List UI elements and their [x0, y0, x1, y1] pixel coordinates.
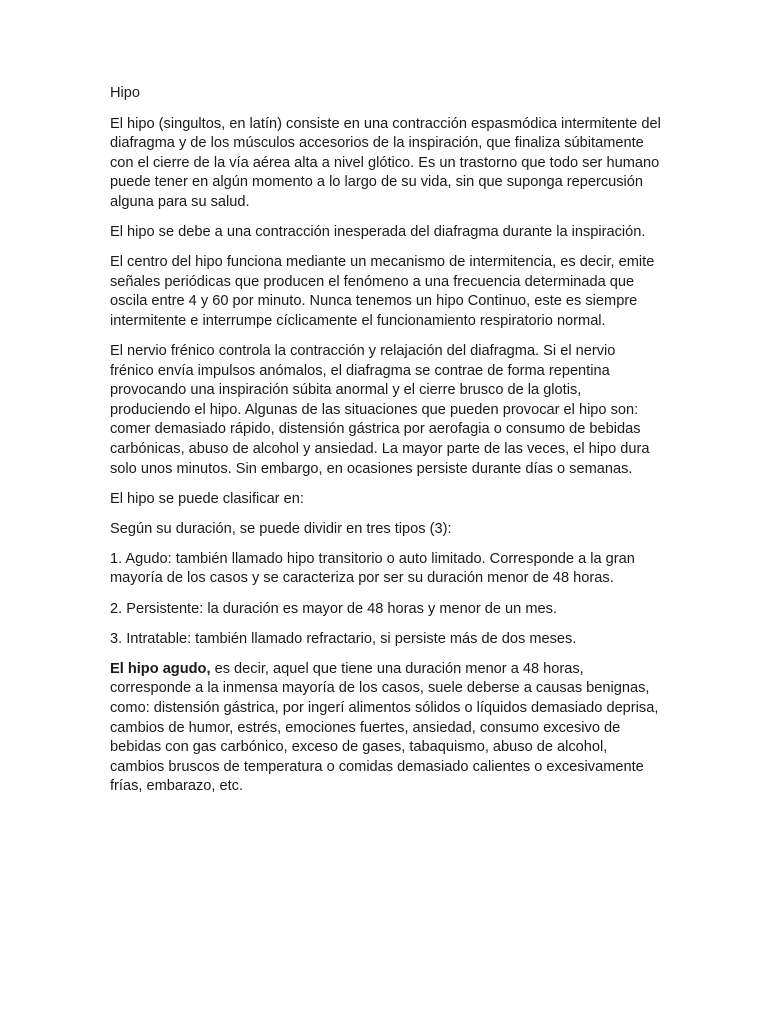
list-item-persistent: 2. Persistente: la duración es mayor de 48 horas y menor de un mes. — [110, 600, 557, 617]
document-title: Hipo — [110, 85, 141, 101]
paragraph-definition: El hipo (singultos, en latín) consiste en una contracción espasmódica intermitente del diafragma y de los músculos accesorios de la inspiración, que finaliza súbitamente con el cierre de la vía aérea alta a nivel glótico. Es un trastorno que todo ser humano puede tener en algún momento a lo largo de su vida, sin que suponga repercusión alguna para su salud. — [110, 115, 661, 210]
paragraph-phrenic-nerve: El nervio frénico controla la contracción y relajación del diafragma. Si el nervio frénico envía impulsos anómalos, el diafragma se contrae de forma repentina provocando una inspiración súbita anormal y el cierre brusco de la glotis, produciendo el hipo. Algunas de las situaciones que pueden provocar el hipo son: comer demasiado rápido, distensión gástrica por aerofagia o consumo de bebidas carbónicas, abuso de alcohol y ansiedad. La mayor parte de las veces, el hipo dura solo unos minutos. Sin embargo, en ocasiones persiste durante días o semanas. — [110, 343, 650, 477]
paragraph-classification-intro: El hipo se puede clasificar en: — [110, 490, 304, 507]
list-item-acute: 1. Agudo: también llamado hipo transitorio o auto limitado. Corresponde a la gran mayoría de los casos y se caracteriza por ser su duración menor de 48 horas. — [110, 550, 635, 587]
list-item-intractable: 3. Intratable: también llamado refractario, si persiste más de dos meses. — [110, 630, 577, 647]
paragraph-acute-hiccup — [110, 660, 662, 797]
acute-hiccup-text: es decir, aquel que tiene una duración menor a 48 horas, corresponde a la inmensa mayoría de los casos, suele deberse a causas benignas, como: distensión gástrica, por ingerí alimentos sólidos o líquidos demasiado deprisa, cambios de humor, estrés, emociones fuertes, ansiedad, consumo excesivo de bebidas con gas carbónico, exceso de gases, tabaquismo, abuso de alcohol, cambios bruscos de temperatura o comidas demasiado calientes o excesivamente frías, embarazo, etc. — [110, 660, 659, 795]
acute-hiccup-lead: El hipo agudo, — [110, 660, 211, 677]
paragraph-duration-types: Según su duración, se puede dividir en tres tipos (3): — [110, 520, 452, 537]
paragraph-hiccup-center: El centro del hipo funciona mediante un mecanismo de intermitencia, es decir, emite señales periódicas que producen el fenómeno a una frecuencia determinada que oscila entre 4 y 60 por minuto. Nunca tenemos un hipo Continuo, este es siempre intermitente e interrumpe cíclicamente el funcionamiento respiratorio normal. — [110, 254, 655, 329]
document-page — [110, 84, 662, 807]
paragraph-cause: El hipo se debe a una contracción inesperada del diafragma durante la inspiración. — [110, 224, 646, 241]
